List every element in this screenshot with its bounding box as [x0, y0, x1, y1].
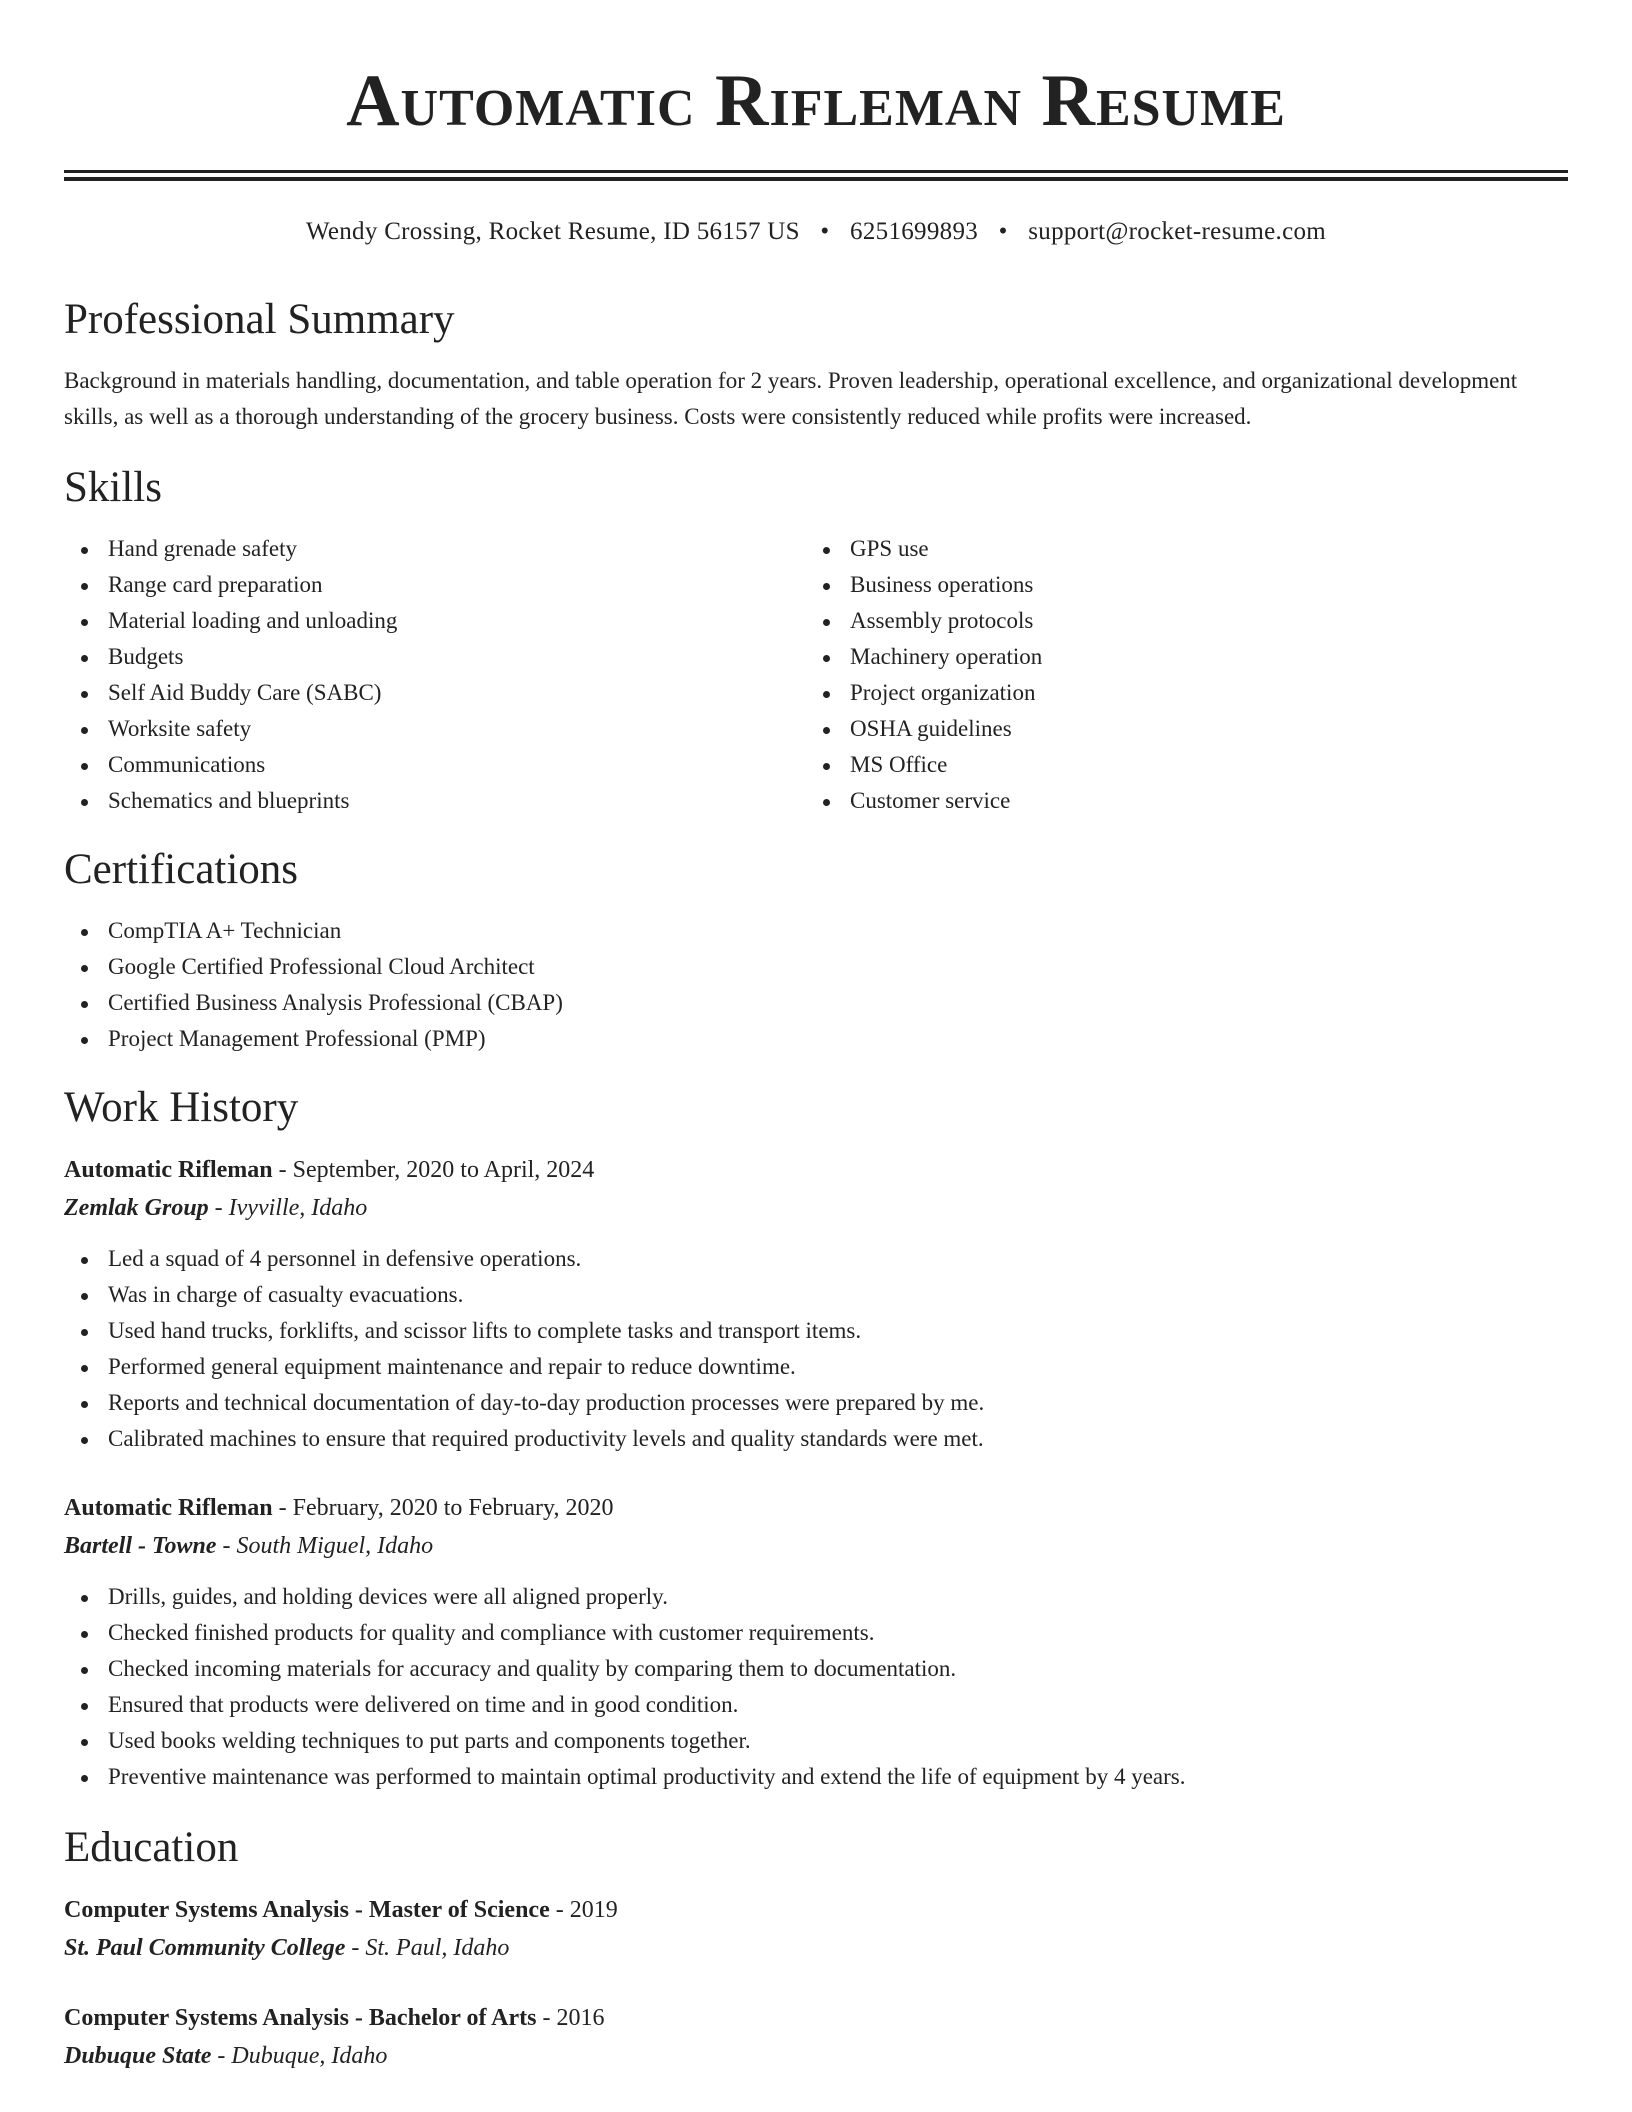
job-bullet: Used books welding techniques to put parts and components together.	[64, 1723, 1568, 1759]
section-heading: Work History	[64, 1084, 299, 1131]
skills-grid	[64, 531, 1568, 819]
job-bullet: Checked finished products for quality and compliance with customer requirements.	[64, 1615, 1568, 1651]
job-title-line	[64, 1489, 1568, 1527]
certifications-section	[64, 845, 1568, 1057]
contact-email: support@rocket-resume.com	[1028, 218, 1327, 245]
job-dates: - September, 2020 to April, 2024	[272, 1157, 595, 1183]
section-heading: Education	[64, 1824, 239, 1871]
skill-item: Hand grenade safety	[64, 531, 806, 567]
skill-item: Material loading and unloading	[64, 603, 806, 639]
certifications-list	[64, 913, 1568, 1057]
section-heading: Professional Summary	[64, 296, 455, 343]
skill-item: OSHA guidelines	[806, 711, 1548, 747]
contact-phone: 6251699893	[850, 218, 979, 245]
contact-address: Wendy Crossing, Rocket Resume, ID 56157 US	[305, 218, 800, 245]
skill-item: Communications	[64, 747, 806, 783]
job-bullet: Used hand trucks, forklifts, and scissor lifts to complete tasks and transport items.	[64, 1313, 1568, 1349]
education-year: - 2016	[536, 2005, 605, 2031]
work-history-section	[64, 1083, 1568, 1795]
skills-column-right	[806, 531, 1548, 819]
education-school-line	[64, 2037, 1568, 2075]
education-degree-line	[64, 1999, 1568, 2037]
skills-column-left	[64, 531, 806, 819]
skill-item: Range card preparation	[64, 567, 806, 603]
skill-item: Project organization	[806, 675, 1548, 711]
education-school: Dubuque State	[64, 2043, 212, 2069]
education-entry	[64, 1999, 1568, 2075]
job-company: Bartell - Towne	[64, 1533, 217, 1559]
certification-item: Google Certified Professional Cloud Architect	[64, 949, 1568, 985]
job-dates: - February, 2020 to February, 2020	[272, 1495, 614, 1521]
skill-item: MS Office	[806, 747, 1548, 783]
contact-separator: •	[998, 218, 1008, 245]
job-entry	[64, 1489, 1568, 1795]
education-degree: Computer Systems Analysis - Bachelor of Arts	[64, 2005, 537, 2031]
certification-item: Certified Business Analysis Professional (CBAP)	[64, 985, 1568, 1021]
skill-item: GPS use	[806, 531, 1548, 567]
job-bullet: Calibrated machines to ensure that required productivity levels and quality standards were met.	[64, 1421, 1568, 1457]
education-school-line	[64, 1929, 1568, 1967]
education-degree: Computer Systems Analysis - Master of Science	[64, 1897, 550, 1923]
page-title: Automatic Rifleman Resume	[346, 60, 1286, 142]
contact-line	[64, 217, 1568, 247]
certification-item: CompTIA A+ Technician	[64, 913, 1568, 949]
education-section	[64, 1823, 1568, 2075]
job-bullet: Preventive maintenance was performed to maintain optimal productivity and extend the life of equipment by 4 years.	[64, 1759, 1568, 1795]
contact-separator: •	[820, 218, 830, 245]
job-bullet: Checked incoming materials for accuracy and quality by comparing them to documentation.	[64, 1651, 1568, 1687]
job-company-line	[64, 1527, 1568, 1565]
education-school: St. Paul Community College	[64, 1935, 346, 1961]
education-degree-line	[64, 1891, 1568, 1929]
title-divider	[64, 170, 1568, 181]
skill-item: Assembly protocols	[806, 603, 1548, 639]
job-bullet: Performed general equipment maintenance and repair to reduce downtime.	[64, 1349, 1568, 1385]
education-entry	[64, 1891, 1568, 1967]
job-bullet: Was in charge of casualty evacuations.	[64, 1277, 1568, 1313]
section-heading: Skills	[64, 464, 162, 511]
job-entry	[64, 1151, 1568, 1457]
professional-summary-section	[64, 295, 1568, 435]
skill-item: Self Aid Buddy Care (SABC)	[64, 675, 806, 711]
certification-item: Project Management Professional (PMP)	[64, 1021, 1568, 1057]
job-company: Zemlak Group	[64, 1195, 209, 1221]
job-bullet: Led a squad of 4 personnel in defensive operations.	[64, 1241, 1568, 1277]
job-location: - Ivyville, Idaho	[208, 1195, 368, 1221]
job-bullets	[64, 1579, 1568, 1795]
job-title-line	[64, 1151, 1568, 1189]
education-location: - Dubuque, Idaho	[211, 2043, 388, 2069]
skill-item: Business operations	[806, 567, 1548, 603]
job-company-line	[64, 1189, 1568, 1227]
job-role: Automatic Rifleman	[64, 1495, 273, 1521]
summary-text: Background in materials handling, documentation, and table operation for 2 years. Proven leadership, operational excellence, and organizational development skills, as well as a thorough understanding of the grocery business. Costs were consistently reduced while profits were increased.	[64, 368, 1518, 429]
education-year: - 2019	[549, 1897, 618, 1923]
skill-item: Schematics and blueprints	[64, 783, 806, 819]
job-role: Automatic Rifleman	[64, 1157, 273, 1183]
skills-section	[64, 463, 1568, 819]
skill-item: Worksite safety	[64, 711, 806, 747]
job-location: - South Miguel, Idaho	[216, 1533, 434, 1559]
skill-item: Budgets	[64, 639, 806, 675]
section-heading: Certifications	[64, 846, 299, 893]
job-bullets	[64, 1241, 1568, 1457]
education-location: - St. Paul, Idaho	[345, 1935, 510, 1961]
skill-item: Machinery operation	[806, 639, 1548, 675]
job-bullet: Ensured that products were delivered on time and in good condition.	[64, 1687, 1568, 1723]
job-bullet: Drills, guides, and holding devices were all aligned properly.	[64, 1579, 1568, 1615]
skill-item: Customer service	[806, 783, 1548, 819]
job-bullet: Reports and technical documentation of day-to-day production processes were prepared by me.	[64, 1385, 1568, 1421]
